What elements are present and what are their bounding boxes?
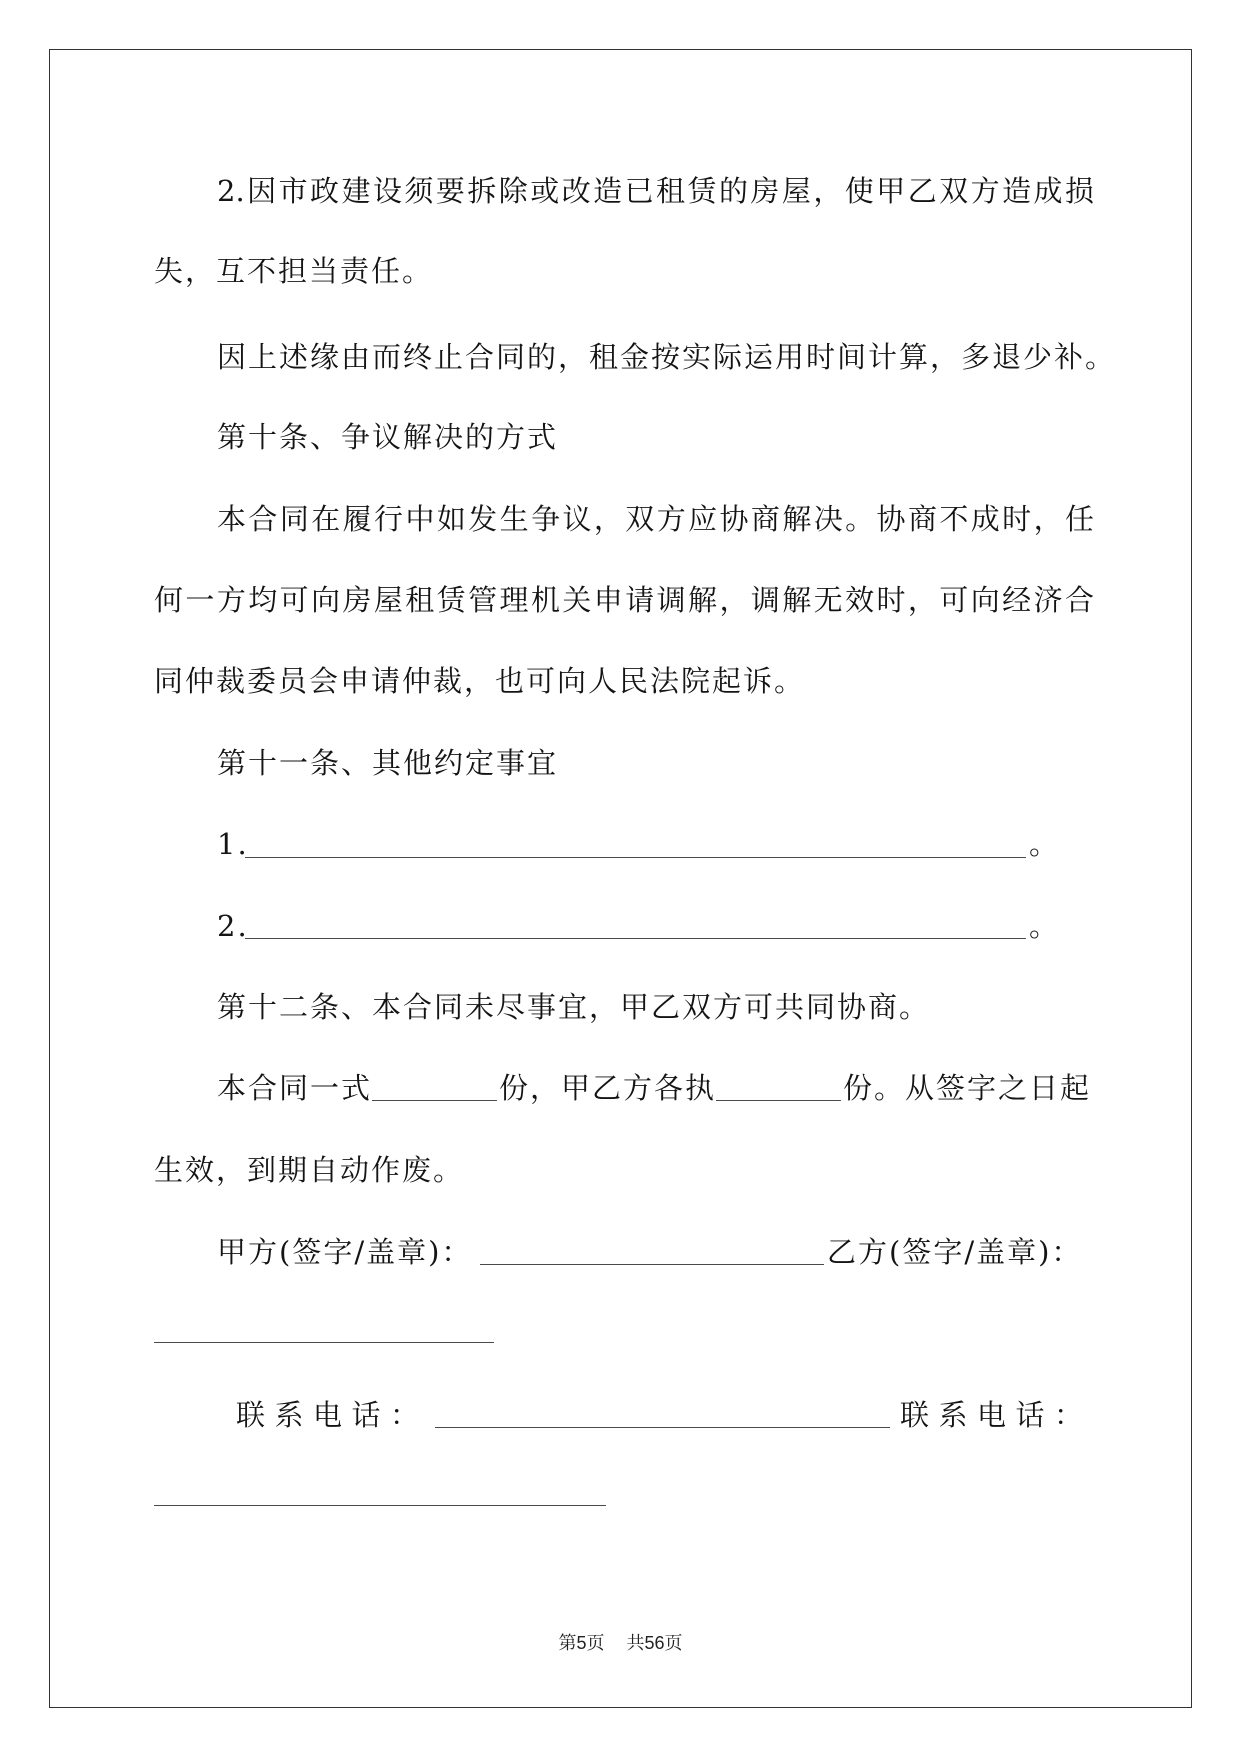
fill-in-blank-line	[372, 1100, 497, 1101]
item-end-mark: 。	[1029, 827, 1061, 861]
party-a-signature-label: 甲方(签字/盖章)：	[217, 1235, 473, 1269]
paragraph-line: 本合同在履行中如发生争议，双方应协商解决。协商不成时，任	[217, 502, 1094, 536]
page-border	[49, 49, 1192, 1708]
party-a-signature-line	[480, 1264, 824, 1265]
party-b-phone-label: 联系电话：	[900, 1398, 1093, 1432]
paragraph-line: 同仲裁委员会申请仲裁，也可向人民法院起诉。	[154, 664, 806, 698]
clause-12-text: 第十二条、本合同未尽事宜，甲乙双方可共同协商。	[217, 990, 931, 1024]
paragraph-line: 失，互不担当责任。	[154, 254, 434, 288]
page-number: 第5页	[558, 1633, 605, 1653]
party-a-phone-line	[435, 1427, 890, 1428]
party-b-phone-line	[154, 1505, 606, 1506]
item-number: 1.	[217, 827, 249, 861]
item-end-mark: 。	[1029, 909, 1061, 943]
total-pages: 共56页	[626, 1633, 683, 1653]
fill-in-blank-line	[245, 857, 1026, 858]
clause-10-title: 第十条、争议解决的方式	[217, 420, 559, 454]
copies-text: 份，甲乙方各执	[499, 1071, 717, 1105]
paragraph-line: 何一方均可向房屋租赁管理机关申请调解，调解无效时，可向经济合	[154, 583, 1094, 617]
party-a-phone-label: 联系电话：	[236, 1398, 429, 1432]
paragraph-line: 生效，到期自动作废。	[154, 1153, 465, 1187]
paragraph-line: 2.因市政建设须要拆除或改造已租赁的房屋，使甲乙双方造成损	[217, 174, 1094, 208]
party-b-signature-label: 乙方(签字/盖章)：	[827, 1235, 1083, 1269]
paragraph-line: 因上述缘由而终止合同的，租金按实际运用时间计算，多退少补。	[217, 340, 1117, 374]
fill-in-blank-line	[245, 938, 1026, 939]
copies-text: 份。从签字之日起	[843, 1071, 1092, 1105]
page-footer	[0, 1631, 1241, 1655]
party-b-signature-line	[154, 1342, 494, 1343]
copies-text: 本合同一式	[217, 1071, 373, 1105]
fill-in-blank-line	[716, 1100, 841, 1101]
item-number: 2.	[217, 909, 249, 943]
clause-11-title: 第十一条、其他约定事宜	[217, 746, 559, 780]
